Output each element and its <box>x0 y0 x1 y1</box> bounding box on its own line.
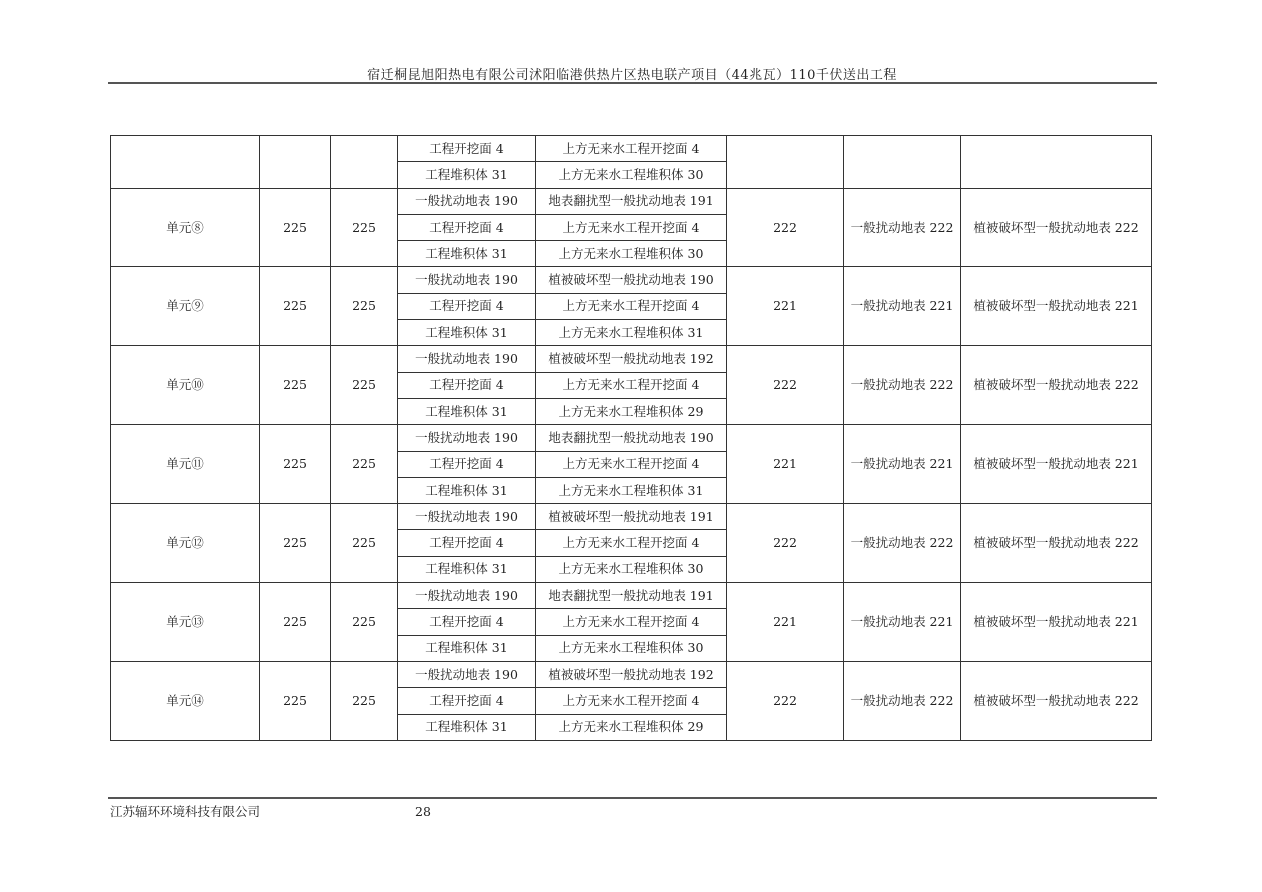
table-row <box>111 583 1152 609</box>
unit-cell: 单元⑨ <box>111 267 260 346</box>
sub-type-cell: 上方无来水工程堆积体 31 <box>536 477 727 503</box>
surface-type-cell: 植被破坏型一般扰动地表 222 <box>961 661 1152 740</box>
table-row <box>111 504 1152 530</box>
surface-cell: 一般扰动地表 221 <box>844 583 961 662</box>
unit-cell: 单元⑬ <box>111 583 260 662</box>
sub-type-cell: 上方无来水工程开挖面 4 <box>536 530 727 556</box>
sub-type-cell: 地表翻扰型一般扰动地表 190 <box>536 425 727 451</box>
sub-item-cell: 一般扰动地表 190 <box>398 188 536 214</box>
sub-item-cell: 工程堆积体 31 <box>398 635 536 661</box>
sub-item-cell: 工程开挖面 4 <box>398 451 536 477</box>
sub-item-cell: 工程堆积体 31 <box>398 398 536 424</box>
value-cell-3: 221 <box>727 583 844 662</box>
sub-type-cell: 上方无来水工程开挖面 4 <box>536 214 727 240</box>
value-cell-2 <box>331 136 398 189</box>
sub-type-cell: 上方无来水工程堆积体 30 <box>536 162 727 188</box>
surface-cell: 一般扰动地表 222 <box>844 346 961 425</box>
surface-type-cell: 植被破坏型一般扰动地表 222 <box>961 504 1152 583</box>
sub-type-cell: 上方无来水工程堆积体 30 <box>536 556 727 582</box>
sub-type-cell: 上方无来水工程堆积体 29 <box>536 398 727 424</box>
sub-item-cell: 工程堆积体 31 <box>398 320 536 346</box>
value-cell-2: 225 <box>331 267 398 346</box>
sub-item-cell: 工程开挖面 4 <box>398 372 536 398</box>
surface-type-cell: 植被破坏型一般扰动地表 222 <box>961 188 1152 267</box>
surface-type-cell: 植被破坏型一般扰动地表 221 <box>961 583 1152 662</box>
unit-cell <box>111 136 260 189</box>
value-cell-1: 225 <box>260 583 331 662</box>
table-row <box>111 188 1152 214</box>
surface-cell: 一般扰动地表 221 <box>844 267 961 346</box>
value-cell-2: 225 <box>331 346 398 425</box>
unit-cell: 单元⑩ <box>111 346 260 425</box>
value-cell-2: 225 <box>331 661 398 740</box>
surface-type-cell: 植被破坏型一般扰动地表 221 <box>961 425 1152 504</box>
page-number: 28 <box>415 804 431 819</box>
sub-type-cell: 地表翻扰型一般扰动地表 191 <box>536 188 727 214</box>
sub-item-cell: 一般扰动地表 190 <box>398 504 536 530</box>
sub-type-cell: 上方无来水工程开挖面 4 <box>536 136 727 162</box>
value-cell-1: 225 <box>260 661 331 740</box>
page-header-title: 宿迁桐昆旭阳热电有限公司沭阳临港供热片区热电联产项目（44兆瓦）110千伏送出工程 <box>367 68 897 83</box>
sub-type-cell: 上方无来水工程开挖面 4 <box>536 451 727 477</box>
sub-item-cell: 工程开挖面 4 <box>398 136 536 162</box>
table-row <box>111 136 1152 162</box>
sub-type-cell: 植被破坏型一般扰动地表 190 <box>536 267 727 293</box>
sub-type-cell: 上方无来水工程堆积体 30 <box>536 241 727 267</box>
sub-item-cell: 工程堆积体 31 <box>398 162 536 188</box>
value-cell-1: 225 <box>260 188 331 267</box>
unit-cell: 单元⑭ <box>111 661 260 740</box>
sub-item-cell: 工程开挖面 4 <box>398 293 536 319</box>
value-cell-1: 225 <box>260 504 331 583</box>
sub-type-cell: 植被破坏型一般扰动地表 192 <box>536 661 727 687</box>
sub-type-cell: 上方无来水工程堆积体 31 <box>536 320 727 346</box>
value-cell-3: 221 <box>727 425 844 504</box>
value-cell-2: 225 <box>331 188 398 267</box>
table-row <box>111 267 1152 293</box>
sub-item-cell: 工程开挖面 4 <box>398 530 536 556</box>
value-cell-2: 225 <box>331 504 398 583</box>
sub-item-cell: 工程开挖面 4 <box>398 688 536 714</box>
value-cell-2: 225 <box>331 583 398 662</box>
value-cell-2: 225 <box>331 425 398 504</box>
data-table <box>110 135 1152 741</box>
surface-cell <box>844 136 961 189</box>
value-cell-1: 225 <box>260 267 331 346</box>
unit-cell: 单元⑧ <box>111 188 260 267</box>
unit-cell: 单元⑪ <box>111 425 260 504</box>
sub-item-cell: 一般扰动地表 190 <box>398 425 536 451</box>
sub-item-cell: 一般扰动地表 190 <box>398 267 536 293</box>
sub-item-cell: 一般扰动地表 190 <box>398 661 536 687</box>
sub-type-cell: 上方无来水工程堆积体 30 <box>536 635 727 661</box>
sub-type-cell: 上方无来水工程开挖面 4 <box>536 293 727 319</box>
header-divider <box>108 82 1157 84</box>
sub-item-cell: 工程开挖面 4 <box>398 609 536 635</box>
sub-item-cell: 工程堆积体 31 <box>398 556 536 582</box>
value-cell-1 <box>260 136 331 189</box>
sub-type-cell: 上方无来水工程开挖面 4 <box>536 688 727 714</box>
sub-type-cell: 植被破坏型一般扰动地表 192 <box>536 346 727 372</box>
surface-type-cell <box>961 136 1152 189</box>
value-cell-1: 225 <box>260 346 331 425</box>
value-cell-3: 221 <box>727 267 844 346</box>
surface-type-cell: 植被破坏型一般扰动地表 221 <box>961 267 1152 346</box>
sub-item-cell: 工程堆积体 31 <box>398 714 536 740</box>
value-cell-3: 222 <box>727 346 844 425</box>
sub-type-cell: 植被破坏型一般扰动地表 191 <box>536 504 727 530</box>
sub-type-cell: 上方无来水工程开挖面 4 <box>536 372 727 398</box>
sub-item-cell: 工程堆积体 31 <box>398 477 536 503</box>
sub-type-cell: 上方无来水工程堆积体 29 <box>536 714 727 740</box>
value-cell-3: 222 <box>727 504 844 583</box>
value-cell-3: 222 <box>727 661 844 740</box>
sub-item-cell: 工程堆积体 31 <box>398 241 536 267</box>
surface-cell: 一般扰动地表 221 <box>844 425 961 504</box>
sub-type-cell: 上方无来水工程开挖面 4 <box>536 609 727 635</box>
sub-item-cell: 工程开挖面 4 <box>398 214 536 240</box>
value-cell-3 <box>727 136 844 189</box>
sub-type-cell: 地表翻扰型一般扰动地表 191 <box>536 583 727 609</box>
table-body <box>111 136 1152 741</box>
sub-item-cell: 一般扰动地表 190 <box>398 583 536 609</box>
sub-item-cell: 一般扰动地表 190 <box>398 346 536 372</box>
table-row <box>111 661 1152 687</box>
table-row <box>111 346 1152 372</box>
surface-cell: 一般扰动地表 222 <box>844 661 961 740</box>
table-row <box>111 425 1152 451</box>
surface-type-cell: 植被破坏型一般扰动地表 222 <box>961 346 1152 425</box>
footer-company: 江苏辐环环境科技有限公司 <box>110 804 261 819</box>
unit-cell: 单元⑫ <box>111 504 260 583</box>
surface-cell: 一般扰动地表 222 <box>844 504 961 583</box>
footer-divider <box>108 797 1157 799</box>
value-cell-3: 222 <box>727 188 844 267</box>
value-cell-1: 225 <box>260 425 331 504</box>
surface-cell: 一般扰动地表 222 <box>844 188 961 267</box>
